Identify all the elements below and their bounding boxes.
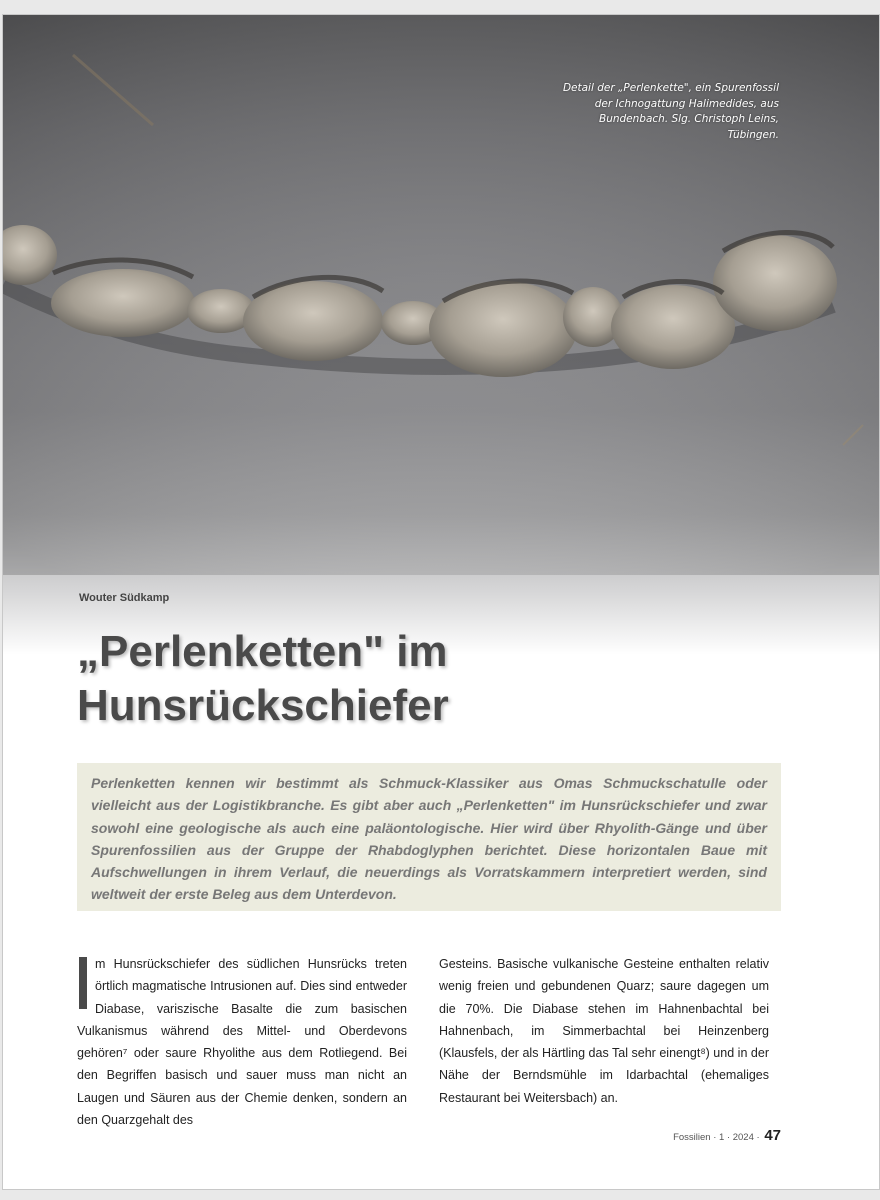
- article-title: „Perlenketten" im Hunsrückschiefer: [77, 627, 449, 730]
- journal-info: Fossilien · 1 · 2024 ·: [673, 1132, 760, 1143]
- body-column-left: [77, 953, 407, 1131]
- body-text-left: m Hunsrückschiefer des südlichen Hunsrücks treten örtlich magmatische Intrusionen auf. Dies sind entweder Diabase, variszische Basalte die zum basischen Vulkanismus während des Mittel- und Oberdevons gehören⁷ oder saure Rhyolithe aus dem Rotliegend. Bei den Begriffen basisch und sauer muss man nicht an Laugen und Säuren aus der Chemie denken, sondern an den Quarzgehalt des: [77, 957, 407, 1128]
- drop-cap-bar: [79, 957, 87, 1009]
- page-number: 47: [764, 1127, 781, 1144]
- article-lead: Perlenketten kennen wir bestimmt als Schmuck-Klassiker aus Omas Schmuckschatulle oder vielleicht aus der Logistikbranche. Es gibt aber auch „Perlenketten" im Hunsrückschiefer und zwar sowohl eine geologische als auch eine paläontologische. Hier wird über Rhyolith-Gänge und über Spurenfossilien aus der Gruppe der Rhabdoglyphen berichtet. Diese horizontalen Baue mit Aufschwellungen in ihrem Verlauf, die neuerdings als Vorratskammern interpretiert werden, sind weltweit der erste Beleg aus dem Unterdevon.: [77, 763, 781, 911]
- magazine-page: [2, 14, 880, 1190]
- photo-caption: Detail der „Perlenkette", ein Spurenfossil der Ichnogattung Halimedides, aus Bundenbach. Slg. Christoph Leins, Tübingen.: [562, 82, 779, 141]
- body-text-right: Gesteins. Basische vulkanische Gesteine enthalten relativ wenig freien und gebundenen Quarz; saure dagegen um die 70%. Die Diabase stehen im Hahnenbachtal bei Hahnenbach, im Simmerbachtal bei Heinzenberg (Klausfels, der als Härtling das Tal sehr einengt⁸) und in der Nähe der Berndsmühle im Idarbachtal (ehemaliges Restaurant bei Weitersbach) an.: [439, 957, 769, 1105]
- page-footer: [673, 1127, 781, 1144]
- fossil-photo: [3, 15, 879, 655]
- article-author: Wouter Südkamp: [79, 592, 170, 604]
- body-column-right: [439, 953, 769, 1109]
